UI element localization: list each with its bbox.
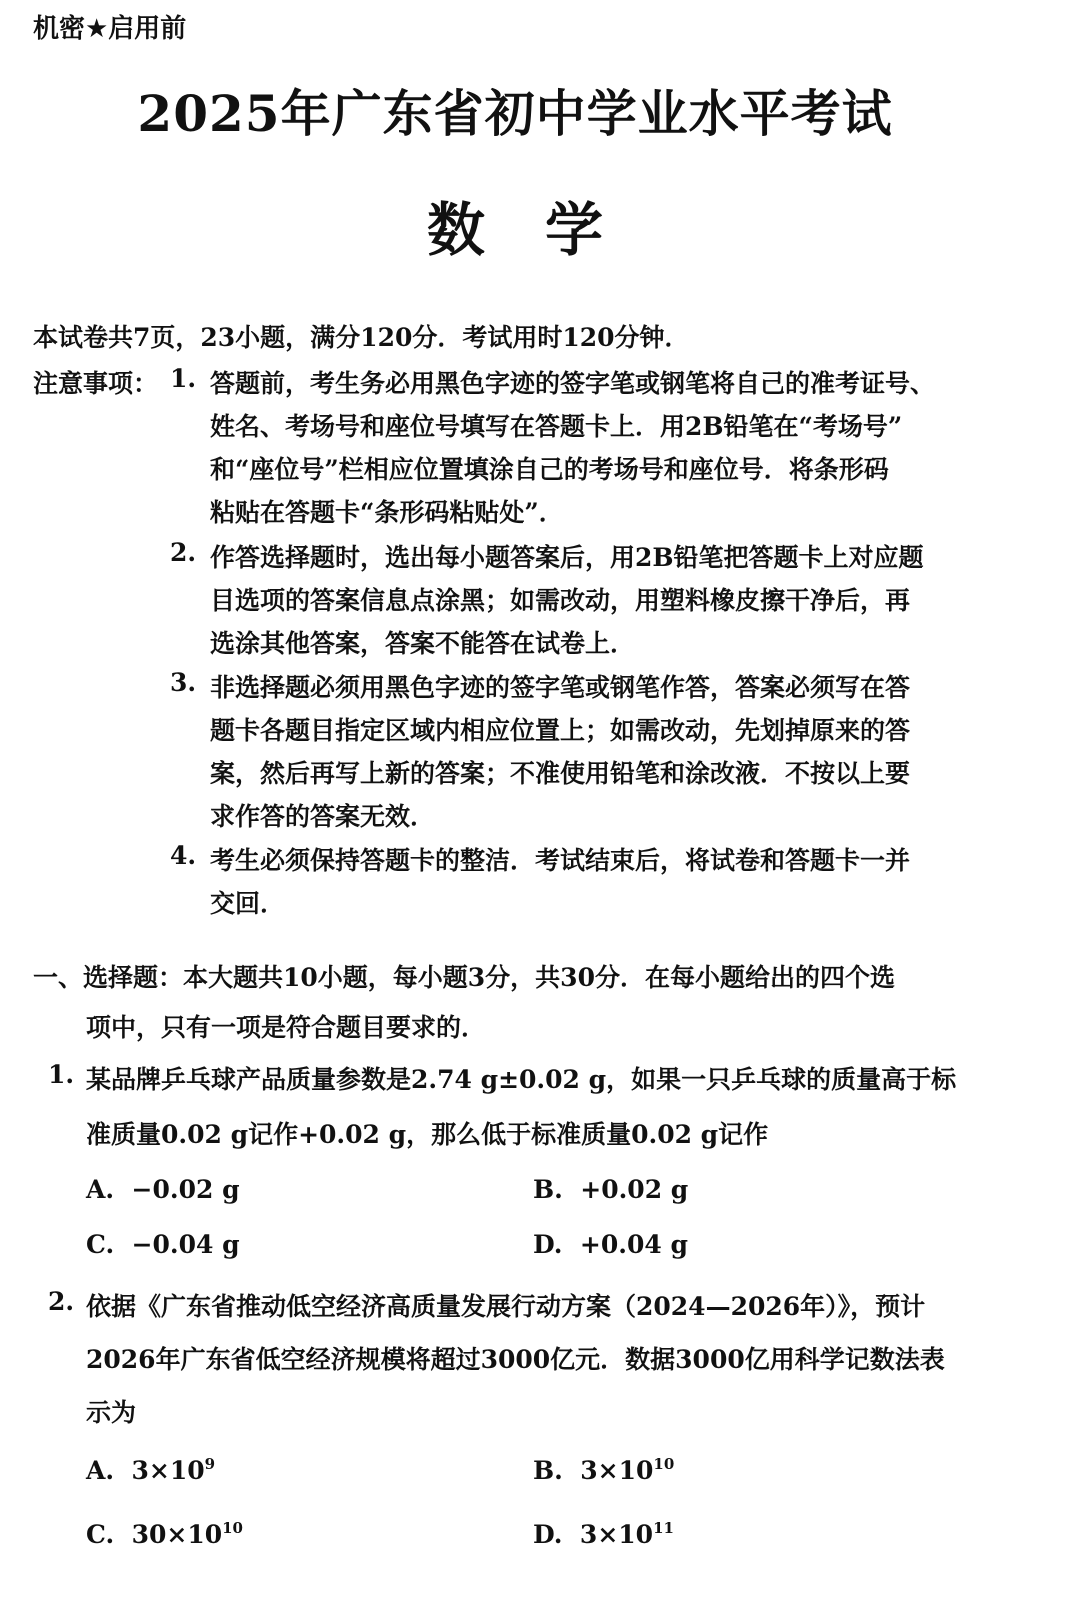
option-d (533, 1520, 674, 1549)
option-base: 3×10 (131, 1456, 205, 1485)
option-text: −0.02 g (131, 1175, 240, 1204)
question-number: 2. (48, 1287, 75, 1316)
exam-title: 2025年广东省初中学业水平考试 (137, 84, 893, 143)
option-label: A. (86, 1456, 115, 1485)
notice-item-number: 4. (170, 841, 197, 870)
option-label: C. (86, 1230, 115, 1259)
option-exponent: 10 (222, 1519, 243, 1537)
notice-item-line: 案，然后再写上新的答案；不准使用铅笔和涂改液．不按以上要 (210, 759, 911, 788)
question-line: 依据《广东省推动低空经济高质量发展行动方案（2024—2026年）》，预计 (86, 1292, 926, 1321)
subject-title: 数学 (426, 196, 663, 264)
notice-item-line: 粘贴在答题卡“条形码粘贴处”． (210, 498, 564, 527)
option-base: 30×10 (131, 1520, 223, 1549)
question-line: 2026年广东省低空经济规模将超过3000亿元．数据3000亿用科学记数法表 (86, 1345, 945, 1374)
notice-item-number: 1. (170, 364, 197, 393)
notice-item-line: 交回． (210, 889, 286, 918)
notice-heading: 注意事项： (33, 369, 159, 398)
option-base: 3×10 (579, 1520, 654, 1549)
option-label: C. (86, 1520, 115, 1549)
question-line: 某品牌乒乓球产品质量参数是2.74 g±0.02 g，如果一只乒乓球的质量高于标 (86, 1065, 957, 1094)
option-base: 3×10 (580, 1456, 654, 1485)
notice-item-line: 非选择题必须用黑色字迹的签字笔或钢笔作答，答案必须写在答 (210, 673, 911, 702)
option-label: B. (533, 1456, 563, 1485)
notice-item-line: 目选项的答案信息点涂黑；如需改动，用塑料橡皮擦干净后，再 (210, 586, 911, 615)
option-exponent: 9 (204, 1455, 216, 1473)
option-a (86, 1456, 215, 1485)
option-exponent: 10 (653, 1455, 675, 1473)
option-text: −0.04 g (131, 1230, 240, 1259)
question-number: 1. (48, 1060, 75, 1089)
notice-item-line: 考生必须保持答题卡的整洁．考试结束后，将试卷和答题卡一并 (210, 846, 911, 875)
option-exponent: 11 (653, 1519, 674, 1537)
option-label: D. (533, 1230, 563, 1259)
option-b (533, 1456, 674, 1485)
option-a (86, 1175, 240, 1204)
option-label: A. (86, 1175, 115, 1204)
option-label: B. (533, 1175, 563, 1204)
section-heading-cont: 项中，只有一项是符合题目要求的． (86, 1013, 487, 1042)
option-text: +0.02 g (580, 1175, 689, 1204)
question-line: 示为 (86, 1398, 137, 1427)
notice-item-number: 2. (170, 538, 197, 567)
notice-item-line: 题卡各题目指定区域内相应位置上；如需改动，先划掉原来的答 (210, 716, 911, 745)
notice-item-line: 求作答的答案无效． (210, 802, 436, 831)
option-d (533, 1230, 688, 1259)
section-heading: 一、选择题：本大题共10小题，每小题3分，共30分．在每小题给出的四个选 (33, 963, 895, 992)
notice-item-line: 和“座位号”栏相应位置填涂自己的考场号和座位号．将条形码 (210, 455, 889, 484)
notice-item-line: 姓名、考场号和座位号填写在答题卡上．用2B铅笔在“考场号” (210, 412, 903, 441)
question-line: 准质量0.02 g记作+0.02 g，那么低于标准质量0.02 g记作 (86, 1120, 769, 1149)
notice-item-number: 3. (170, 668, 197, 697)
notice-item-line: 作答选择题时，选出每小题答案后，用2B铅笔把答题卡上对应题 (210, 543, 924, 572)
option-c (86, 1230, 240, 1259)
option-text: +0.04 g (579, 1230, 688, 1259)
option-label: D. (533, 1520, 563, 1549)
option-c (86, 1520, 243, 1549)
notice-item-line: 答题前，考生务必用黑色字迹的签字笔或钢笔将自己的准考证号、 (210, 369, 936, 398)
notice-item-line: 选涂其他答案，答案不能答在试卷上． (210, 629, 636, 658)
exam-info-line: 本试卷共7页，23小题，满分120分．考试用时120分钟． (33, 323, 690, 352)
option-b (533, 1175, 688, 1204)
confidential-label: 机密★启用前 (33, 14, 187, 44)
